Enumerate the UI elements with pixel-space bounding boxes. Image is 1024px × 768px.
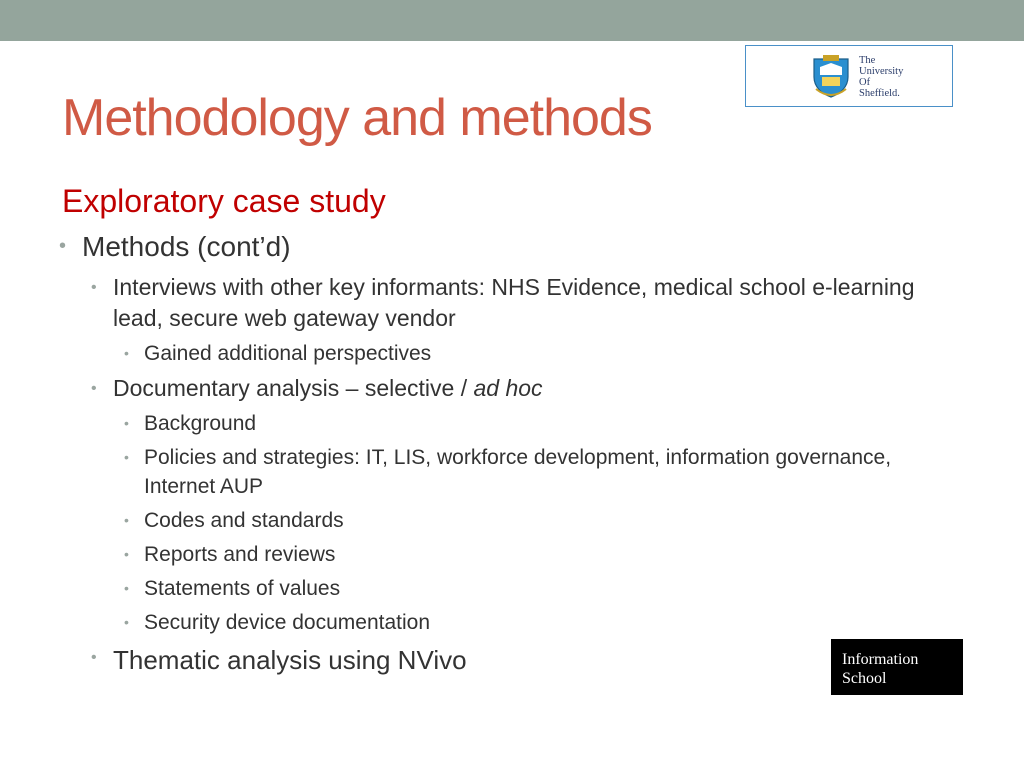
- bullet-dot-icon: •: [124, 449, 129, 465]
- bullet-thematic: • Thematic analysis using NVivo: [91, 645, 467, 675]
- information-school-logo: Information School: [831, 639, 963, 695]
- bullet-statements: • Statements of values: [144, 574, 894, 603]
- bullet-reports: • Reports and reviews: [144, 540, 894, 569]
- logo-wordmark: The University Of Sheffield.: [859, 55, 904, 99]
- bullet-dot-icon: •: [91, 649, 97, 666]
- bullet-background: • Background: [144, 409, 894, 438]
- slide-subtitle: Exploratory case study: [62, 183, 386, 219]
- bullet-dot-icon: •: [124, 614, 129, 630]
- slide-title: Methodology and methods: [62, 89, 652, 147]
- bullet-dot-icon: •: [124, 512, 129, 528]
- university-logo: [745, 45, 953, 107]
- crest-icon: [810, 53, 852, 99]
- bullet-dot-icon: •: [124, 345, 129, 361]
- bullet-dot-icon: •: [124, 580, 129, 596]
- bullet-dot-icon: •: [124, 546, 129, 562]
- bullet-dot-icon: •: [124, 415, 129, 431]
- bullet-dot-icon: •: [59, 235, 67, 257]
- bullet-policies: • Policies and strategies: IT, LIS, workforce development, information governance, Internet AUP: [144, 443, 894, 501]
- top-banner: [0, 0, 1024, 41]
- bullet-interviews: • Interviews with other key informants: NHS Evidence, medical school e-learning lead, secure web gateway vendor: [91, 274, 915, 331]
- bullet-codes: • Codes and standards: [144, 506, 894, 535]
- bullet-dot-icon: •: [91, 279, 97, 296]
- bullet-gained: • Gained additional perspectives: [144, 339, 894, 368]
- bullet-methods: • Methods (cont’d): [59, 231, 291, 262]
- bullet-security: • Security device documentation: [144, 608, 894, 637]
- bullet-dot-icon: •: [91, 380, 97, 397]
- bullet-documentary: • Documentary analysis – selective / ad hoc: [113, 373, 928, 404]
